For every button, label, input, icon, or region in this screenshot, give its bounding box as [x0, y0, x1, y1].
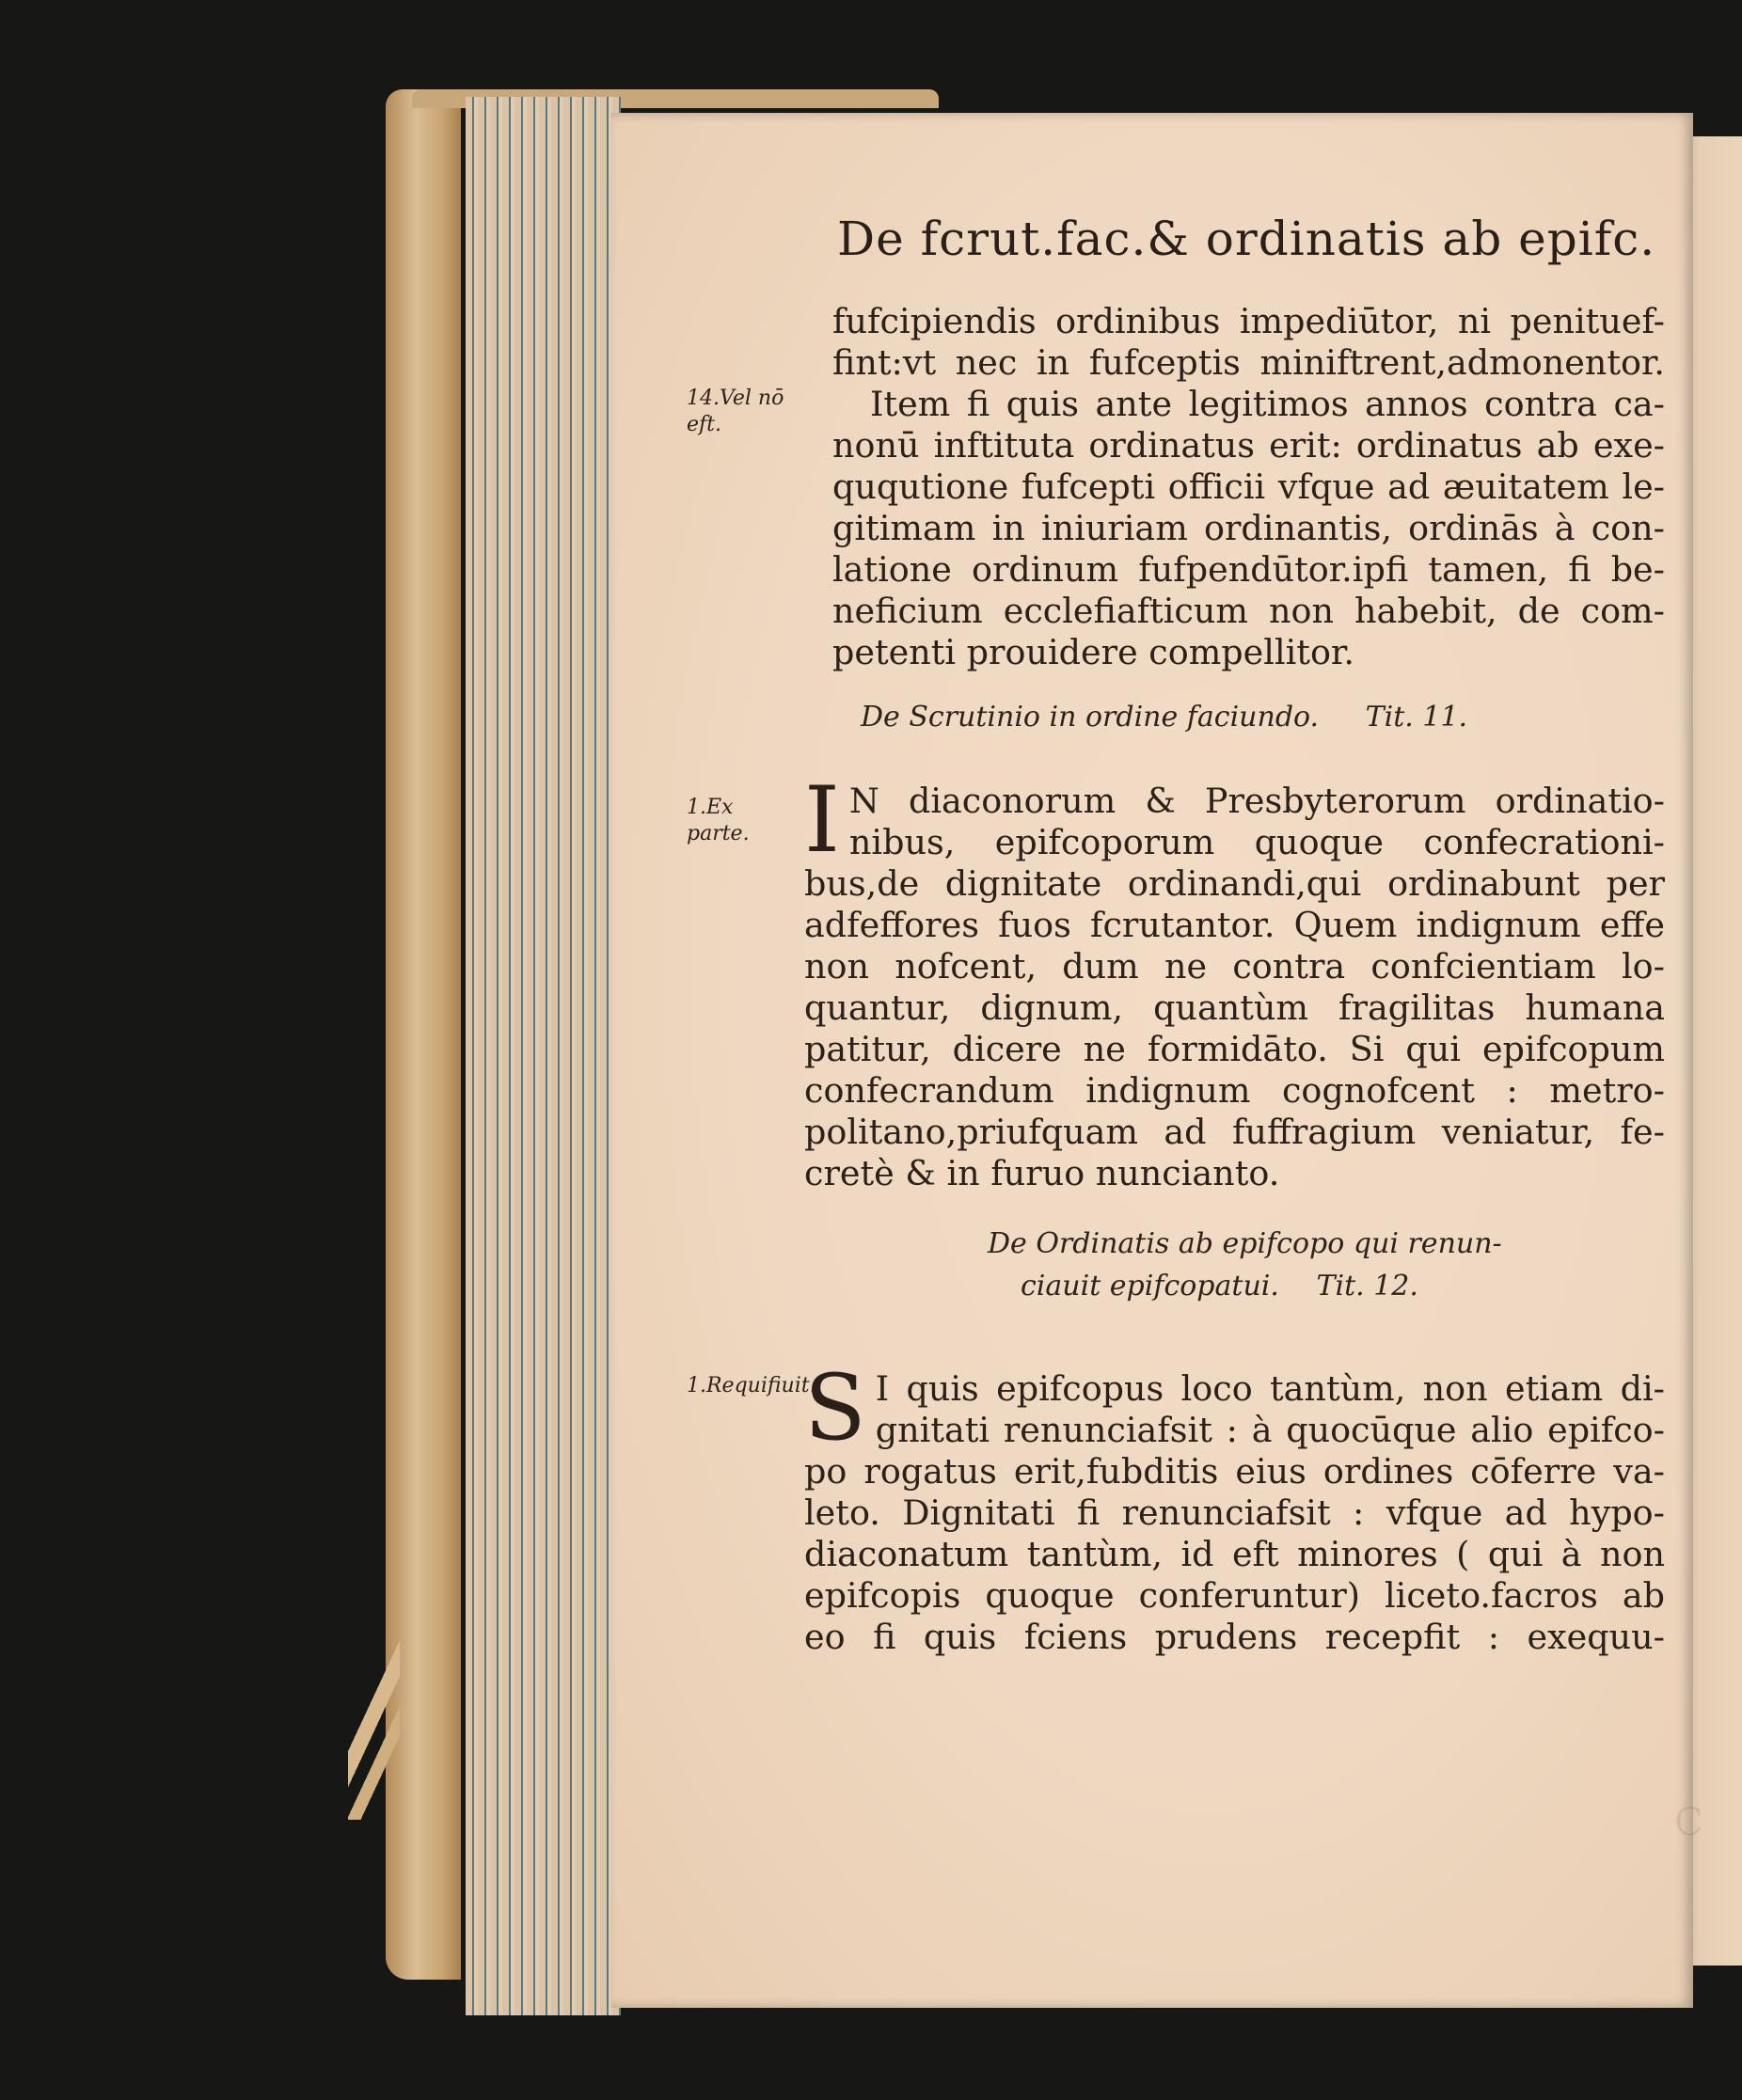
- title-number: Tit. 11.: [1365, 701, 1468, 734]
- text-line: patitur, dicere ne formidāto. Si qui epifcopum: [804, 1029, 1665, 1069]
- text-line: adfeffores fuos fcrutantor. Quem indignum effe: [804, 905, 1665, 945]
- text-line: cretè & in furuo nuncianto.: [804, 1153, 1280, 1193]
- text-line: fufcipiendis ordinibus impediūtor, ni penituef-: [832, 301, 1665, 341]
- book-page: [611, 113, 1703, 2008]
- section-title-11: [861, 701, 1467, 734]
- text-line: politano,priufquam ad fuffragium veniatur, fe-: [804, 1112, 1665, 1152]
- open-book: [386, 89, 1742, 2027]
- show-through-ink: C: [1674, 1801, 1703, 1844]
- text-line: N diaconorum & Presbyterorum ordinatio-: [848, 781, 1665, 821]
- running-head: De fcrut.fac.& ordinatis ab epifc.: [837, 212, 1656, 266]
- text-line: gnitati renunciafsit : à quocūque alio epifco-: [875, 1410, 1665, 1450]
- title-text: ciauit epifcopatui.: [1021, 1270, 1279, 1303]
- text-line: gitimam in iniuriam ordinantis, ordinās à con-: [832, 508, 1665, 548]
- text-line: non nofcent, dum ne contra confcientiam lo-: [804, 946, 1665, 987]
- drop-capital: I: [804, 767, 840, 873]
- text-line: nibus, epifcoporum quoque confecrationi-: [848, 822, 1665, 862]
- text-line: nonū inftituta ordinatus erit: ordinatus ab exe-: [832, 425, 1665, 466]
- title-text: De Scrutinio in ordine faciundo.: [861, 701, 1320, 734]
- text-line: diaconatum tantùm, id eft minores ( qui à non: [804, 1534, 1665, 1574]
- text-line: bus,de dignitate ordinandi,qui ordinabunt per: [804, 863, 1665, 904]
- text-line: latione ordinum fufpendūtor.ipfi tamen, fi be-: [832, 549, 1665, 590]
- page-fore-edges: [466, 97, 621, 2015]
- text-line: quantur, dignum, quantùm fragilitas humana: [804, 987, 1665, 1028]
- title-number: Tit. 12.: [1316, 1270, 1418, 1303]
- paragraph-scrutinio: [804, 767, 1665, 1194]
- section-title-12-line2: [1021, 1270, 1418, 1303]
- section-title-12-line1: De Ordinatis ab epifcopo qui renun-: [988, 1227, 1502, 1260]
- text-line: fint:vt nec in fufceptis miniftrent,admonentor.: [832, 342, 1665, 383]
- text-line: neficium ecclefiafticum non habebit, de com-: [832, 591, 1665, 631]
- text-line: confecrandum indignum cognofcent : metro-: [804, 1070, 1665, 1111]
- text-line: leto. Dignitati fi renunciafsit : vfque ad hypo-: [804, 1492, 1665, 1533]
- text-line: ququtione fufcepti officii vfque ad æuitatem le-: [832, 466, 1665, 507]
- margin-note-requisiuit: 1.Requifiuit.: [687, 1374, 816, 1397]
- text-line: eo fi quis fciens prudens recepfit : exequu-: [804, 1617, 1665, 1657]
- paragraph-renunciatio: [804, 1355, 1665, 1658]
- paragraph-continuation: [832, 301, 1665, 673]
- text-line: po rogatus erit,fubditis eius ordines cōferre va-: [804, 1451, 1665, 1492]
- drop-capital: S: [804, 1355, 866, 1461]
- ribbon-bookmark: [348, 1632, 400, 1820]
- margin-note-14: 14.Vel nō eft.: [687, 387, 784, 436]
- text-line: petenti prouidere compellitor.: [832, 632, 1354, 672]
- margin-note-ex-parte: 1.Ex parte.: [687, 796, 750, 845]
- text-line: Item fi quis ante legitimos annos contra ca-: [870, 384, 1665, 424]
- text-line: I quis epifcopus loco tantùm, non etiam di-: [875, 1368, 1665, 1409]
- text-line: epifcopis quoque conferuntur) liceto.facros ab: [804, 1575, 1665, 1616]
